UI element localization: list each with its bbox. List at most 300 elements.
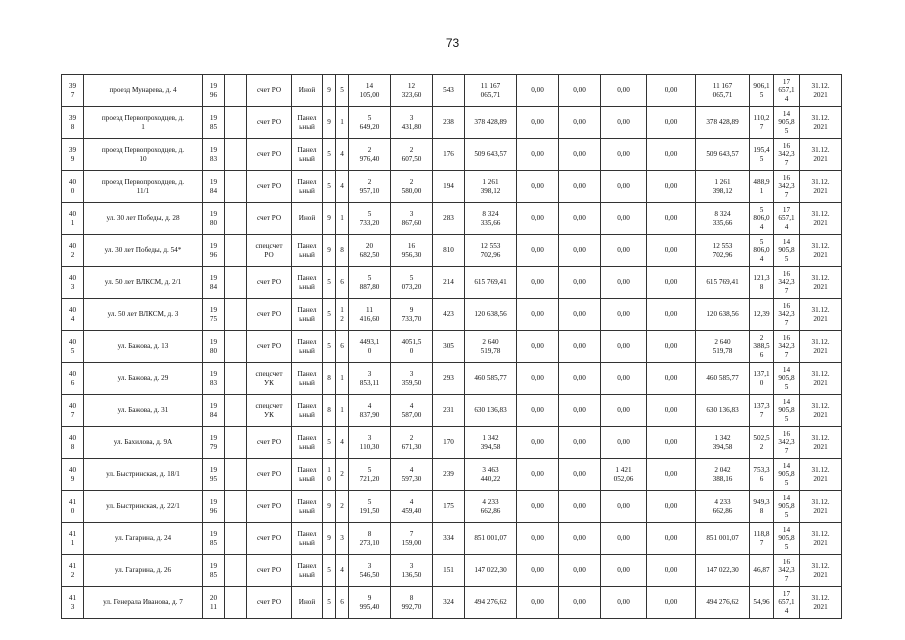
cell-blank (225, 299, 247, 331)
cell-unit-cost: 137,3 7 (750, 395, 774, 427)
cell-floors: 1 0 (323, 459, 336, 491)
cell-total-cost: 4 233 662,86 (465, 491, 517, 523)
cell-total-area: 3 546,50 (349, 555, 391, 587)
cell-max-unit-cost: 16 342,3 7 (774, 427, 800, 459)
cell-address: ул. Бажова, д. 29 (84, 363, 203, 395)
cell-blank (225, 523, 247, 555)
cell-deadline: 31.12. 2021 (800, 555, 842, 587)
cell-max-unit-cost: 16 342,3 7 (774, 139, 800, 171)
cell-entrances: 4 (336, 555, 349, 587)
cell-cost-col-d: 0,00 (647, 203, 696, 235)
cell-blank (225, 491, 247, 523)
cell-build-year: 19 96 (203, 235, 225, 267)
table-row (62, 299, 842, 331)
cell-deadline: 31.12. 2021 (800, 203, 842, 235)
cell-blank (225, 587, 247, 619)
cell-cost-col-c: 0,00 (601, 171, 647, 203)
cell-address: ул. 30 лет Победы, д. 28 (84, 203, 203, 235)
cell-floors: 9 (323, 107, 336, 139)
cell-blank (225, 331, 247, 363)
cell-total-cost: 509 643,57 (465, 139, 517, 171)
cell-total-area: 11 416,60 (349, 299, 391, 331)
cell-row-number: 40 9 (62, 459, 84, 491)
cell-unit-cost: 949,3 8 (750, 491, 774, 523)
cell-row-number: 41 3 (62, 587, 84, 619)
cell-cost-col-b: 0,00 (559, 491, 601, 523)
cell-entrances: 5 (336, 75, 349, 107)
cell-floors: 8 (323, 395, 336, 427)
cell-blank (225, 203, 247, 235)
cell-entrances: 2 (336, 459, 349, 491)
cell-address: ул. 50 лет ВЛКСМ, д. 3 (84, 299, 203, 331)
cell-floors: 5 (323, 331, 336, 363)
cell-cost-col-a: 0,00 (517, 107, 559, 139)
cell-cost-col-a: 0,00 (517, 459, 559, 491)
cell-wall-material: Панел ьный (292, 267, 323, 299)
table-row (62, 491, 842, 523)
cell-living-area: 3 136,50 (391, 555, 433, 587)
cell-total-cost: 494 276,62 (465, 587, 517, 619)
cell-max-unit-cost: 16 342,3 7 (774, 267, 800, 299)
cell-cost-col-c: 0,00 (601, 587, 647, 619)
cell-deadline: 31.12. 2021 (800, 299, 842, 331)
cell-cost-col-a: 0,00 (517, 523, 559, 555)
cell-unit-cost: 906,1 5 (750, 75, 774, 107)
cell-cost-other: 147 022,30 (696, 555, 750, 587)
cell-row-number: 40 3 (62, 267, 84, 299)
cell-deadline: 31.12. 2021 (800, 395, 842, 427)
cell-address: ул. Быстринская, д. 22/1 (84, 491, 203, 523)
cell-deadline: 31.12. 2021 (800, 587, 842, 619)
cell-total-area: 4 837,90 (349, 395, 391, 427)
cell-build-year: 19 83 (203, 363, 225, 395)
cell-floors: 5 (323, 587, 336, 619)
cell-wall-material: Панел ьный (292, 363, 323, 395)
cell-wall-material: Панел ьный (292, 171, 323, 203)
cell-living-area: 4 587,00 (391, 395, 433, 427)
cell-deadline: 31.12. 2021 (800, 363, 842, 395)
cell-floors: 9 (323, 235, 336, 267)
cell-living-area: 9 733,70 (391, 299, 433, 331)
cell-total-cost: 851 001,07 (465, 523, 517, 555)
cell-total-cost: 630 136,83 (465, 395, 517, 427)
cell-cost-col-b: 0,00 (559, 267, 601, 299)
cell-residents: 151 (433, 555, 465, 587)
cell-cost-col-a: 0,00 (517, 331, 559, 363)
cell-cost-col-b: 0,00 (559, 171, 601, 203)
cell-cost-other: 630 136,83 (696, 395, 750, 427)
cell-cost-col-d: 0,00 (647, 75, 696, 107)
cell-wall-material: Иной (292, 587, 323, 619)
cell-cost-other: 509 643,57 (696, 139, 750, 171)
table-row (62, 107, 842, 139)
cell-floors: 8 (323, 363, 336, 395)
cell-deadline: 31.12. 2021 (800, 235, 842, 267)
cell-max-unit-cost: 14 905,8 5 (774, 491, 800, 523)
table-row (62, 139, 842, 171)
cell-deadline: 31.12. 2021 (800, 107, 842, 139)
cell-account-type: счет РО (247, 299, 292, 331)
cell-total-area: 8 273,10 (349, 523, 391, 555)
cell-max-unit-cost: 14 905,8 5 (774, 395, 800, 427)
cell-residents: 543 (433, 75, 465, 107)
cell-living-area: 4051,5 0 (391, 331, 433, 363)
cell-row-number: 41 1 (62, 523, 84, 555)
cell-cost-col-b: 0,00 (559, 427, 601, 459)
cell-cost-other: 8 324 335,66 (696, 203, 750, 235)
cell-cost-col-d: 0,00 (647, 235, 696, 267)
cell-cost-col-d: 0,00 (647, 299, 696, 331)
cell-deadline: 31.12. 2021 (800, 523, 842, 555)
cell-living-area: 7 159,00 (391, 523, 433, 555)
cell-floors: 5 (323, 139, 336, 171)
cell-entrances: 4 (336, 427, 349, 459)
cell-account-type: спецсчет УК (247, 395, 292, 427)
cell-cost-col-a: 0,00 (517, 587, 559, 619)
cell-residents: 810 (433, 235, 465, 267)
cell-row-number: 40 1 (62, 203, 84, 235)
cell-address: ул. Быстринская, д. 18/1 (84, 459, 203, 491)
cell-cost-other: 1 261 398,12 (696, 171, 750, 203)
cell-entrances: 6 (336, 587, 349, 619)
cell-entrances: 8 (336, 235, 349, 267)
cell-residents: 231 (433, 395, 465, 427)
cell-address: ул. Гагарина, д. 26 (84, 555, 203, 587)
cell-wall-material: Панел ьный (292, 139, 323, 171)
cell-account-type: счет РО (247, 75, 292, 107)
table-row (62, 235, 842, 267)
cell-entrances: 1 (336, 203, 349, 235)
cell-cost-col-d: 0,00 (647, 107, 696, 139)
cell-build-year: 19 96 (203, 75, 225, 107)
cell-row-number: 41 0 (62, 491, 84, 523)
cell-cost-col-b: 0,00 (559, 107, 601, 139)
cell-address: ул. Генерала Иванова, д. 7 (84, 587, 203, 619)
cell-blank (225, 75, 247, 107)
cell-wall-material: Панел ьный (292, 107, 323, 139)
cell-build-year: 19 80 (203, 331, 225, 363)
cell-living-area: 4 459,40 (391, 491, 433, 523)
cell-entrances: 1 (336, 107, 349, 139)
cell-living-area: 3 867,60 (391, 203, 433, 235)
cell-account-type: счет РО (247, 267, 292, 299)
cell-total-cost: 2 640 519,78 (465, 331, 517, 363)
cell-wall-material: Панел ьный (292, 523, 323, 555)
table-row (62, 75, 842, 107)
cell-total-area: 2 976,40 (349, 139, 391, 171)
cell-residents: 293 (433, 363, 465, 395)
cell-total-area: 5 191,50 (349, 491, 391, 523)
cell-cost-col-a: 0,00 (517, 427, 559, 459)
table-row (62, 555, 842, 587)
cell-deadline: 31.12. 2021 (800, 427, 842, 459)
cell-address: ул. 30 лет Победы, д. 54* (84, 235, 203, 267)
cell-residents: 238 (433, 107, 465, 139)
cell-total-cost: 378 428,89 (465, 107, 517, 139)
cell-build-year: 19 80 (203, 203, 225, 235)
table-row (62, 363, 842, 395)
cell-living-area: 2 607,50 (391, 139, 433, 171)
cell-cost-col-d: 0,00 (647, 171, 696, 203)
cell-residents: 175 (433, 491, 465, 523)
cell-cost-col-c: 0,00 (601, 139, 647, 171)
cell-deadline: 31.12. 2021 (800, 491, 842, 523)
cell-cost-col-a: 0,00 (517, 235, 559, 267)
cell-cost-col-a: 0,00 (517, 491, 559, 523)
cell-account-type: счет РО (247, 331, 292, 363)
cell-address: проезд Первопроходцев, д. 10 (84, 139, 203, 171)
cell-build-year: 19 84 (203, 171, 225, 203)
cell-max-unit-cost: 14 905,8 5 (774, 459, 800, 491)
cell-max-unit-cost: 16 342,3 7 (774, 331, 800, 363)
cell-row-number: 40 5 (62, 331, 84, 363)
cell-cost-other: 494 276,62 (696, 587, 750, 619)
cell-cost-col-c: 0,00 (601, 427, 647, 459)
cell-account-type: счет РО (247, 555, 292, 587)
cell-residents: 283 (433, 203, 465, 235)
cell-total-area: 5 887,80 (349, 267, 391, 299)
cell-total-cost: 1 342 394,58 (465, 427, 517, 459)
cell-max-unit-cost: 16 342,3 7 (774, 171, 800, 203)
cell-account-type: спецсчет УК (247, 363, 292, 395)
cell-entrances: 2 (336, 491, 349, 523)
cell-unit-cost: 195,4 5 (750, 139, 774, 171)
cell-cost-other: 1 342 394,58 (696, 427, 750, 459)
cell-wall-material: Панел ьный (292, 491, 323, 523)
table-row (62, 459, 842, 491)
cell-entrances: 3 (336, 523, 349, 555)
cell-max-unit-cost: 17 657,1 4 (774, 203, 800, 235)
cell-cost-other: 378 428,89 (696, 107, 750, 139)
cell-cost-col-d: 0,00 (647, 331, 696, 363)
cell-floors: 5 (323, 555, 336, 587)
cell-deadline: 31.12. 2021 (800, 267, 842, 299)
cell-cost-other: 4 233 662,86 (696, 491, 750, 523)
cell-address: проезд Первопроходцев, д. 11/1 (84, 171, 203, 203)
cell-address: ул. Бахилова, д. 9А (84, 427, 203, 459)
cell-total-cost: 3 463 440,22 (465, 459, 517, 491)
cell-cost-col-c: 0,00 (601, 555, 647, 587)
cell-account-type: счет РО (247, 587, 292, 619)
cell-cost-col-b: 0,00 (559, 139, 601, 171)
table-row (62, 395, 842, 427)
cell-unit-cost: 2 388,5 6 (750, 331, 774, 363)
cell-residents: 334 (433, 523, 465, 555)
cell-cost-col-b: 0,00 (559, 331, 601, 363)
cell-row-number: 40 8 (62, 427, 84, 459)
cell-total-cost: 460 585,77 (465, 363, 517, 395)
cell-residents: 305 (433, 331, 465, 363)
cell-build-year: 19 96 (203, 491, 225, 523)
cell-cost-col-d: 0,00 (647, 523, 696, 555)
cell-blank (225, 395, 247, 427)
cell-wall-material: Панел ьный (292, 299, 323, 331)
cell-unit-cost: 5 806,0 4 (750, 203, 774, 235)
cell-account-type: счет РО (247, 203, 292, 235)
cell-cost-col-d: 0,00 (647, 363, 696, 395)
cell-living-area: 5 073,20 (391, 267, 433, 299)
cell-wall-material: Панел ьный (292, 459, 323, 491)
cell-build-year: 19 95 (203, 459, 225, 491)
cell-deadline: 31.12. 2021 (800, 171, 842, 203)
cell-account-type: спецсчет РО (247, 235, 292, 267)
cell-unit-cost: 5 806,0 4 (750, 235, 774, 267)
cell-living-area: 2 580,00 (391, 171, 433, 203)
cell-living-area: 4 597,30 (391, 459, 433, 491)
cell-residents: 324 (433, 587, 465, 619)
cell-cost-col-c: 0,00 (601, 299, 647, 331)
cell-cost-col-a: 0,00 (517, 395, 559, 427)
cell-unit-cost: 121,3 8 (750, 267, 774, 299)
cell-cost-col-a: 0,00 (517, 171, 559, 203)
cell-blank (225, 235, 247, 267)
table-row (62, 267, 842, 299)
table-row (62, 331, 842, 363)
cell-cost-col-c: 0,00 (601, 75, 647, 107)
cell-cost-col-b: 0,00 (559, 555, 601, 587)
cell-total-area: 20 682,50 (349, 235, 391, 267)
cell-blank (225, 459, 247, 491)
cell-cost-col-c: 1 421 052,06 (601, 459, 647, 491)
cell-build-year: 19 85 (203, 107, 225, 139)
cell-total-area: 2 957,10 (349, 171, 391, 203)
cell-residents: 423 (433, 299, 465, 331)
cell-living-area: 2 671,30 (391, 427, 433, 459)
cell-floors: 5 (323, 427, 336, 459)
cell-max-unit-cost: 16 342,3 7 (774, 299, 800, 331)
cell-entrances: 1 2 (336, 299, 349, 331)
cell-cost-col-c: 0,00 (601, 267, 647, 299)
cell-build-year: 19 83 (203, 139, 225, 171)
cell-address: ул. Гагарина, д. 24 (84, 523, 203, 555)
table-row (62, 171, 842, 203)
cell-cost-col-d: 0,00 (647, 395, 696, 427)
cell-total-area: 9 995,40 (349, 587, 391, 619)
cell-wall-material: Панел ьный (292, 555, 323, 587)
cell-build-year: 19 84 (203, 395, 225, 427)
cell-cost-col-c: 0,00 (601, 395, 647, 427)
cell-residents: 176 (433, 139, 465, 171)
cell-max-unit-cost: 14 905,8 5 (774, 235, 800, 267)
cell-row-number: 39 9 (62, 139, 84, 171)
cell-cost-col-a: 0,00 (517, 363, 559, 395)
cell-total-cost: 12 553 702,96 (465, 235, 517, 267)
cell-blank (225, 139, 247, 171)
cell-living-area: 12 323,60 (391, 75, 433, 107)
cell-cost-other: 2 640 519,78 (696, 331, 750, 363)
cell-cost-col-d: 0,00 (647, 459, 696, 491)
cell-address: ул. Бажова, д. 13 (84, 331, 203, 363)
cell-max-unit-cost: 14 905,8 5 (774, 363, 800, 395)
cell-address: ул. Бажова, д. 31 (84, 395, 203, 427)
cell-cost-other: 851 001,07 (696, 523, 750, 555)
cell-cost-other: 120 638,56 (696, 299, 750, 331)
cell-cost-col-d: 0,00 (647, 267, 696, 299)
cell-residents: 214 (433, 267, 465, 299)
cell-cost-other: 11 167 065,71 (696, 75, 750, 107)
cell-cost-col-a: 0,00 (517, 555, 559, 587)
cell-row-number: 39 8 (62, 107, 84, 139)
cell-total-area: 14 105,00 (349, 75, 391, 107)
table-body (62, 75, 842, 619)
cell-build-year: 19 85 (203, 555, 225, 587)
cell-max-unit-cost: 14 905,8 5 (774, 523, 800, 555)
table-row (62, 427, 842, 459)
cell-total-cost: 11 167 065,71 (465, 75, 517, 107)
cell-blank (225, 427, 247, 459)
cell-build-year: 20 11 (203, 587, 225, 619)
cell-cost-col-d: 0,00 (647, 587, 696, 619)
cell-total-cost: 120 638,56 (465, 299, 517, 331)
cell-unit-cost: 502,5 2 (750, 427, 774, 459)
cell-cost-other: 460 585,77 (696, 363, 750, 395)
cell-account-type: счет РО (247, 427, 292, 459)
cell-max-unit-cost: 14 905,8 5 (774, 107, 800, 139)
cell-total-area: 3 853,11 (349, 363, 391, 395)
cell-build-year: 19 79 (203, 427, 225, 459)
cell-blank (225, 555, 247, 587)
cell-cost-col-c: 0,00 (601, 331, 647, 363)
cell-cost-col-c: 0,00 (601, 203, 647, 235)
cell-account-type: счет РО (247, 107, 292, 139)
cell-total-cost: 1 261 398,12 (465, 171, 517, 203)
cell-wall-material: Панел ьный (292, 331, 323, 363)
cell-row-number: 39 7 (62, 75, 84, 107)
cell-blank (225, 267, 247, 299)
cell-residents: 194 (433, 171, 465, 203)
cell-wall-material: Панел ьный (292, 235, 323, 267)
cell-blank (225, 107, 247, 139)
cell-address: проезд Первопроходцев, д. 1 (84, 107, 203, 139)
table-row (62, 587, 842, 619)
cell-floors: 5 (323, 267, 336, 299)
cell-total-area: 4493,1 0 (349, 331, 391, 363)
cell-living-area: 8 992,70 (391, 587, 433, 619)
cell-wall-material: Панел ьный (292, 395, 323, 427)
cell-build-year: 19 85 (203, 523, 225, 555)
cell-blank (225, 363, 247, 395)
cell-cost-col-a: 0,00 (517, 203, 559, 235)
cell-cost-col-b: 0,00 (559, 203, 601, 235)
cell-floors: 5 (323, 171, 336, 203)
cell-account-type: счет РО (247, 139, 292, 171)
cell-cost-other: 2 042 388,16 (696, 459, 750, 491)
cell-residents: 239 (433, 459, 465, 491)
cell-cost-col-d: 0,00 (647, 555, 696, 587)
cell-unit-cost: 12,39 (750, 299, 774, 331)
cell-cost-col-b: 0,00 (559, 363, 601, 395)
cell-unit-cost: 753,3 6 (750, 459, 774, 491)
cell-account-type: счет РО (247, 491, 292, 523)
cell-unit-cost: 137,1 0 (750, 363, 774, 395)
cell-blank (225, 171, 247, 203)
cell-cost-col-a: 0,00 (517, 267, 559, 299)
cell-build-year: 19 75 (203, 299, 225, 331)
cell-cost-col-b: 0,00 (559, 395, 601, 427)
cell-entrances: 1 (336, 395, 349, 427)
cell-total-area: 5 649,20 (349, 107, 391, 139)
cell-deadline: 31.12. 2021 (800, 139, 842, 171)
cell-entrances: 4 (336, 139, 349, 171)
cell-wall-material: Иной (292, 203, 323, 235)
cell-max-unit-cost: 17 657,1 4 (774, 75, 800, 107)
cell-total-area: 5 721,20 (349, 459, 391, 491)
cell-living-area: 3 431,80 (391, 107, 433, 139)
cell-cost-col-c: 0,00 (601, 491, 647, 523)
page-number: 73 (445, 36, 460, 50)
cell-cost-col-a: 0,00 (517, 75, 559, 107)
cell-address: проезд Мунарева, д. 4 (84, 75, 203, 107)
